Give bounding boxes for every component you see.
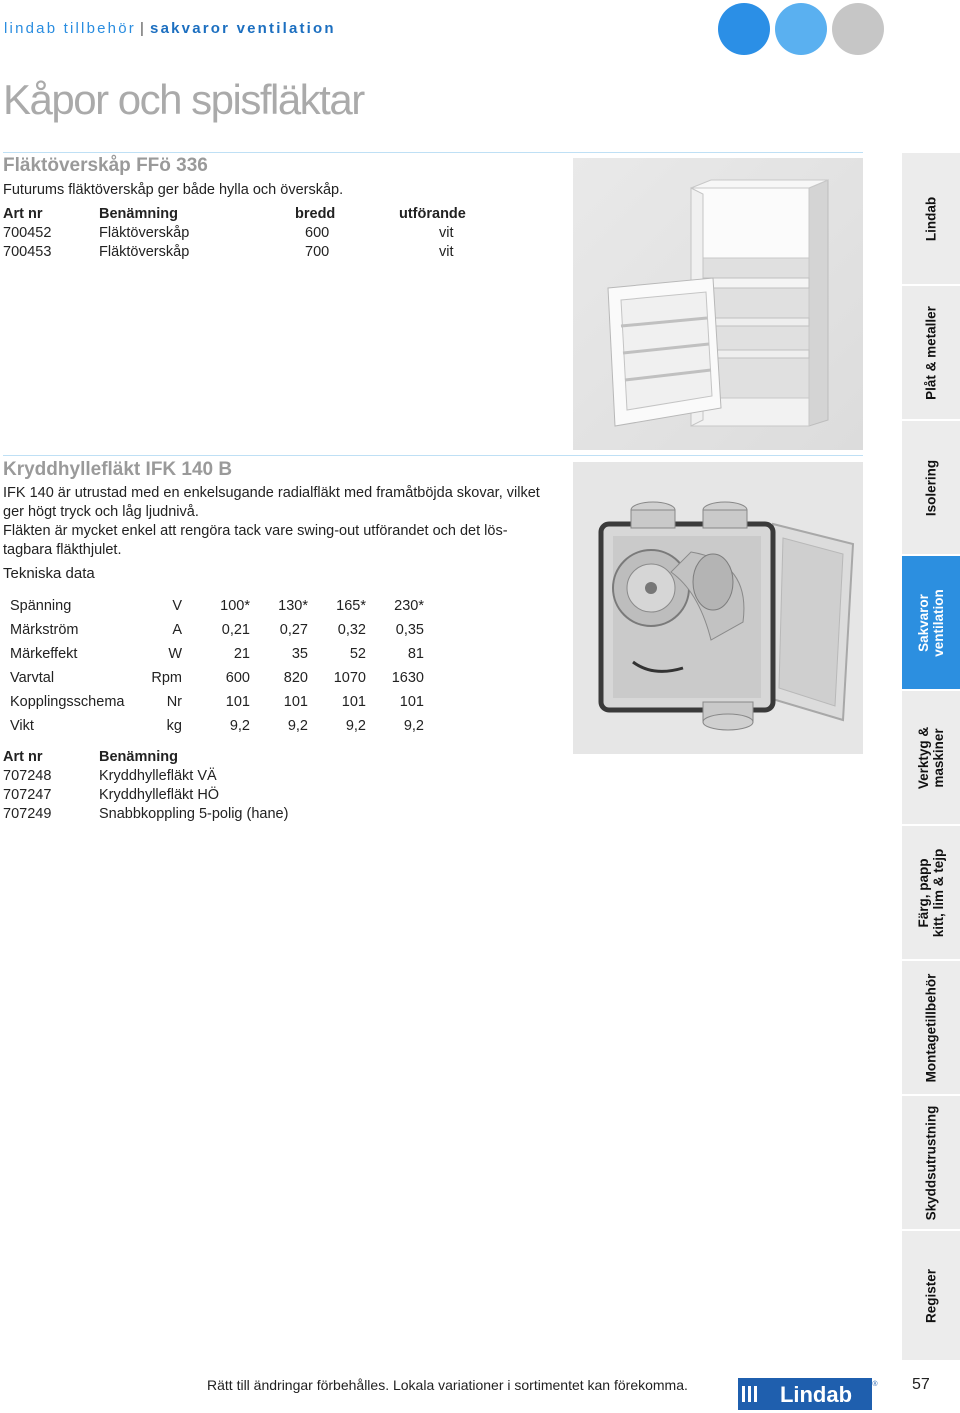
logo-wordmark: Lindab bbox=[779, 1382, 853, 1407]
table-row bbox=[3, 785, 288, 804]
sidebar-tab-label: Isolering bbox=[923, 459, 939, 516]
tech-value-cell: 9,2 bbox=[345, 718, 366, 734]
tech-label-cell: Märkström bbox=[10, 622, 79, 638]
product-table-ffo336 bbox=[3, 204, 466, 261]
cabinet-photo bbox=[573, 158, 863, 450]
sidebar-tab-label-line2: kitt, lim & tejp bbox=[931, 848, 946, 937]
tech-value-cell: 820 bbox=[283, 670, 308, 686]
tech-label-cell: Märkeffekt bbox=[10, 646, 78, 662]
sidebar-tab-montagetillbehor[interactable] bbox=[902, 961, 960, 1096]
tech-data-table bbox=[10, 594, 424, 738]
tech-value-cell: 130* bbox=[278, 598, 308, 614]
tech-unit-cell: V bbox=[172, 598, 182, 614]
table-header-row bbox=[3, 204, 466, 223]
tech-unit-cell: A bbox=[172, 622, 182, 638]
tech-value-cell: 101 bbox=[283, 694, 308, 710]
tech-data-heading: Tekniska data bbox=[3, 565, 95, 582]
tech-value-cell: 230* bbox=[394, 598, 424, 614]
section-description: IFK 140 är utrustad med en enkelsugande radialfläkt med framåtböjda skovar, vilket ger högt tryck och låg ljudnivå. bbox=[3, 485, 540, 520]
breadcrumb-item-tillbehor[interactable]: lindab tillbehör bbox=[4, 20, 136, 37]
section-description: Fläkten är mycket enkel att rengöra tack vare swing-out utförandet och det lös-tagbara fläkthjulet. bbox=[3, 523, 508, 558]
tech-value-cell: 9,2 bbox=[403, 718, 424, 734]
sidebar-tab-label: Skyddsutrustning bbox=[923, 1105, 939, 1220]
tech-row bbox=[10, 594, 424, 618]
sidebar-tab-sakvaror-ventilation[interactable] bbox=[902, 556, 960, 691]
column-header: bredd bbox=[295, 205, 336, 222]
registered-mark: ® bbox=[872, 1381, 878, 1388]
tech-value-cell: 9,2 bbox=[229, 718, 250, 734]
section-heading-ffo336: Fläktöverskåp FFö 336 bbox=[3, 155, 208, 176]
tech-row bbox=[10, 714, 424, 738]
art-nr-cell: 707248 bbox=[3, 767, 52, 784]
tech-value-cell: 101 bbox=[399, 694, 424, 710]
width-cell: 600 bbox=[305, 224, 330, 241]
section-heading-ifk140b: Kryddhyllefläkt IFK 140 B bbox=[3, 459, 233, 480]
page-number: 57 bbox=[912, 1376, 930, 1393]
tech-label-cell: Kopplingsschema bbox=[10, 694, 125, 710]
finish-cell: vit bbox=[439, 243, 454, 260]
tech-value-cell: 0,35 bbox=[395, 622, 424, 638]
art-nr-cell: 700452 bbox=[3, 224, 52, 241]
page-title: Kåpor och spisfläktar bbox=[3, 76, 364, 123]
sidebar-tab-lindab[interactable] bbox=[902, 153, 960, 286]
breadcrumb-separator: | bbox=[139, 20, 147, 37]
sidebar-tab-plat-metaller[interactable] bbox=[902, 286, 960, 421]
name-cell: Fläktöverskåp bbox=[99, 243, 190, 260]
sidebar-tab-label: Plåt & metaller bbox=[923, 305, 939, 400]
column-header: Benämning bbox=[99, 205, 178, 222]
section-divider bbox=[3, 152, 863, 153]
lindab-logo bbox=[738, 1378, 878, 1410]
art-nr-cell: 707249 bbox=[3, 805, 52, 822]
section-description: Futurums fläktöverskåp ger både hylla och överskåp. bbox=[3, 182, 344, 198]
tech-unit-cell: Nr bbox=[166, 694, 182, 710]
tech-value-cell: 21 bbox=[233, 646, 250, 662]
table-row bbox=[3, 242, 466, 261]
tech-value-cell: 100* bbox=[220, 598, 250, 614]
tech-label-cell: Vikt bbox=[10, 718, 34, 734]
sidebar-tabs bbox=[902, 153, 960, 1360]
tech-row bbox=[10, 666, 424, 690]
width-cell: 700 bbox=[305, 243, 330, 260]
name-cell: Fläktöverskåp bbox=[99, 224, 190, 241]
tech-value-cell: 101 bbox=[341, 694, 366, 710]
table-row bbox=[3, 766, 288, 785]
tech-value-cell: 1630 bbox=[391, 670, 424, 686]
tech-value-cell: 1070 bbox=[333, 670, 366, 686]
tech-value-cell: 165* bbox=[336, 598, 366, 614]
column-header: Benämning bbox=[99, 748, 178, 765]
art-nr-cell: 700453 bbox=[3, 243, 52, 260]
name-cell: Kryddhyllefläkt HÖ bbox=[99, 786, 220, 803]
sidebar-tab-label: Verktyg & bbox=[916, 726, 931, 789]
tech-label-cell: Varvtal bbox=[10, 670, 55, 686]
breadcrumb-item-sakvaror[interactable]: sakvaror ventilation bbox=[150, 20, 336, 37]
sidebar-tab-label: Register bbox=[923, 1268, 939, 1323]
header-dot-lightblue bbox=[775, 3, 827, 55]
column-header: utförande bbox=[399, 205, 466, 222]
sidebar-tab-skyddsutrustning[interactable] bbox=[902, 1096, 960, 1231]
tech-label-cell: Spänning bbox=[10, 598, 72, 614]
cabinet-illustration bbox=[573, 158, 863, 450]
tech-value-cell: 52 bbox=[349, 646, 366, 662]
tech-unit-cell: Rpm bbox=[151, 670, 182, 686]
header-dot-grey bbox=[832, 3, 884, 55]
tech-value-cell: 9,2 bbox=[287, 718, 308, 734]
tech-row bbox=[10, 690, 424, 714]
sidebar-tab-label-line2: maskiner bbox=[931, 727, 946, 788]
table-row bbox=[3, 223, 466, 242]
tech-row bbox=[10, 642, 424, 666]
fan-unit-photo bbox=[573, 462, 863, 754]
art-nr-cell: 707247 bbox=[3, 786, 52, 803]
tech-unit-cell: W bbox=[168, 646, 182, 662]
header-dot-blue bbox=[718, 3, 770, 55]
sidebar-tab-isolering[interactable] bbox=[902, 421, 960, 556]
sidebar-tab-verktyg-maskiner[interactable] bbox=[902, 691, 960, 826]
name-cell: Kryddhyllefläkt VÄ bbox=[99, 767, 217, 784]
sidebar-tab-label-line2: ventilation bbox=[931, 588, 946, 657]
footer-disclaimer: Rätt till ändringar förbehålles. Lokala variationer i sortimentet kan förekomma. bbox=[207, 1377, 688, 1393]
column-header: Art nr bbox=[3, 748, 43, 765]
sidebar-tab-farg-papp[interactable] bbox=[902, 826, 960, 961]
section-divider bbox=[3, 455, 863, 456]
tech-value-cell: 0,27 bbox=[279, 622, 308, 638]
table-header-row bbox=[3, 747, 288, 766]
breadcrumb bbox=[4, 20, 336, 37]
tech-value-cell: 0,32 bbox=[337, 622, 366, 638]
sidebar-tab-label: Sakvaror bbox=[916, 593, 931, 652]
tech-unit-cell: kg bbox=[166, 718, 182, 734]
name-cell: Snabbkoppling 5-polig (hane) bbox=[99, 805, 289, 822]
sidebar-tab-register[interactable] bbox=[902, 1231, 960, 1362]
tech-value-cell: 81 bbox=[407, 646, 424, 662]
tech-value-cell: 0,21 bbox=[221, 622, 250, 638]
tech-value-cell: 35 bbox=[291, 646, 308, 662]
column-header: Art nr bbox=[3, 205, 43, 222]
sidebar-tab-label: Montagetillbehör bbox=[923, 973, 939, 1082]
table-row bbox=[3, 804, 288, 823]
finish-cell: vit bbox=[439, 224, 454, 241]
fan-unit-illustration bbox=[573, 462, 863, 754]
tech-row bbox=[10, 618, 424, 642]
product-table-ifk140b bbox=[3, 747, 288, 823]
tech-value-cell: 101 bbox=[225, 694, 250, 710]
sidebar-tab-label: Lindab bbox=[923, 196, 939, 241]
tech-value-cell: 600 bbox=[225, 670, 250, 686]
sidebar-tab-label: Färg, papp bbox=[916, 857, 931, 928]
